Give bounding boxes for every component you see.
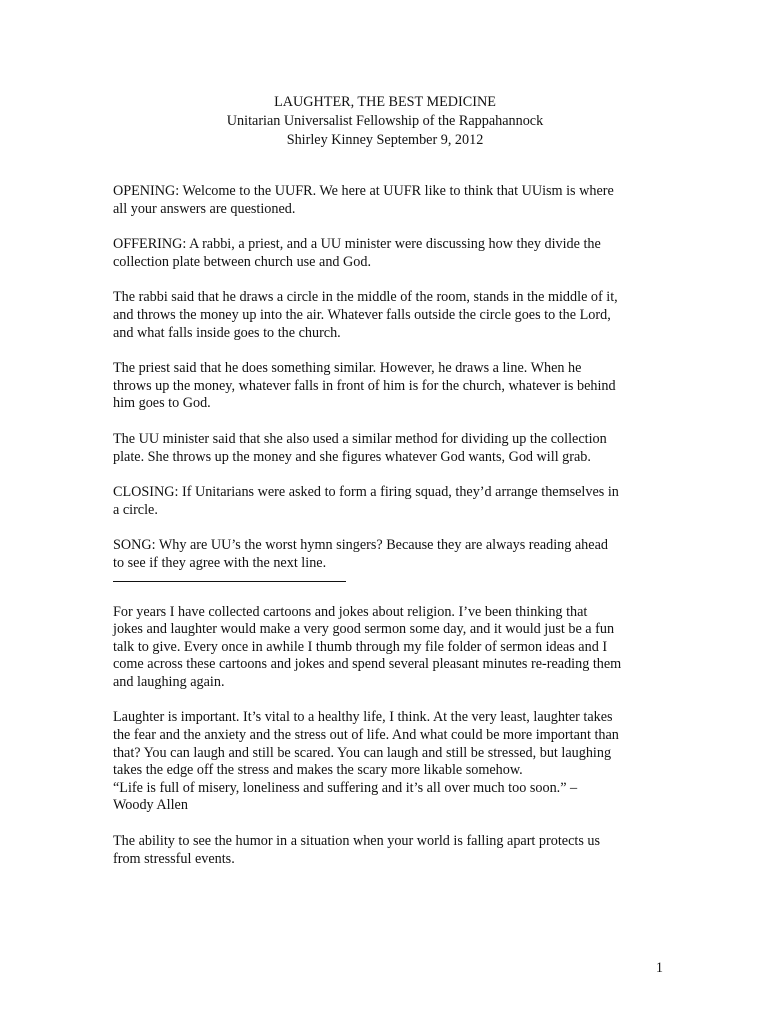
text-line: talk to give. Every once in awhile I thumb through my file folder of sermon ideas and I [113, 638, 608, 655]
paragraph-uu-minister [113, 431, 661, 466]
text-line: the fear and the anxiety and the stress out of life. And what could be more important than [113, 727, 619, 744]
text-line: come across these cartoons and jokes and spend several pleasant minutes re-reading them [113, 656, 622, 673]
text-line: plate. She throws up the money and she figures whatever God wants, God will grab. [113, 448, 591, 465]
author-date: Shirley Kinney September 9, 2012 [286, 132, 484, 148]
document-title: LAUGHTER, THE BEST MEDICINE [274, 94, 496, 110]
text-line: The rabbi said that he draws a circle in the middle of the room, stands in the middle of it, [113, 289, 618, 306]
text-line: from stressful events. [113, 850, 235, 867]
text-line: The UU minister said that she also used a similar method for dividing up the collection [113, 430, 607, 447]
paragraph-years [113, 604, 661, 692]
text-line: CLOSING: If Unitarians were asked to form a firing squad, they’d arrange themselves in [113, 484, 619, 501]
quote-attribution: Woody Allen [113, 797, 188, 814]
paragraph-song [113, 537, 661, 572]
text-line: a circle. [113, 501, 158, 518]
paragraph-priest [113, 360, 661, 413]
text-line: takes the edge off the stress and makes the scary more likable somehow. [113, 762, 523, 779]
text-line: and throws the money up into the air. Whatever falls outside the circle goes to the Lord, [113, 306, 611, 323]
paragraph-ability [113, 833, 661, 868]
text-line: and what falls inside goes to the church. [113, 324, 341, 341]
quote-line: “Life is full of misery, loneliness and suffering and it’s all over much too soon.” – [113, 779, 578, 796]
text-line: throws up the money, whatever falls in front of him is for the church, whatever is behind [113, 377, 616, 394]
paragraph-rabbi [113, 289, 661, 342]
text-line: collection plate between church use and God. [113, 253, 372, 270]
text-line: him goes to God. [113, 395, 211, 412]
text-line: The ability to see the humor in a situation when your world is falling apart protects us [113, 833, 600, 850]
text-line: and laughing again. [113, 673, 225, 690]
document-header [0, 93, 770, 150]
paragraph-opening [113, 183, 661, 218]
text-line: to see if they agree with the next line. [113, 554, 327, 571]
section-divider [113, 581, 346, 582]
text-line: Laughter is important. It’s vital to a healthy life, I think. At the very least, laughter takes [113, 709, 613, 726]
page-number: 1 [655, 960, 663, 976]
paragraph-offering [113, 236, 661, 271]
text-line: OFFERING: A rabbi, a priest, and a UU minister were discussing how they divide the [113, 236, 601, 253]
organization-name: Unitarian Universalist Fellowship of the Rappahannock [226, 113, 544, 129]
text-line: SONG: Why are UU’s the worst hymn singers? Because they are always reading ahead [113, 537, 608, 554]
text-line: jokes and laughter would make a very good sermon some day, and it would just be a fun [113, 621, 615, 638]
paragraph-laughter [113, 709, 661, 815]
text-line: For years I have collected cartoons and jokes about religion. I’ve been thinking that [113, 603, 588, 620]
text-line: all your answers are questioned. [113, 200, 296, 217]
text-line: OPENING: Welcome to the UUFR. We here at UUFR like to think that UUism is where [113, 183, 614, 199]
text-line: that? You can laugh and still be scared. You can laugh and still be stressed, but laughing [113, 744, 612, 761]
document-body [113, 183, 661, 886]
text-line: The priest said that he does something similar. However, he draws a line. When he [113, 360, 582, 377]
paragraph-closing [113, 484, 661, 519]
